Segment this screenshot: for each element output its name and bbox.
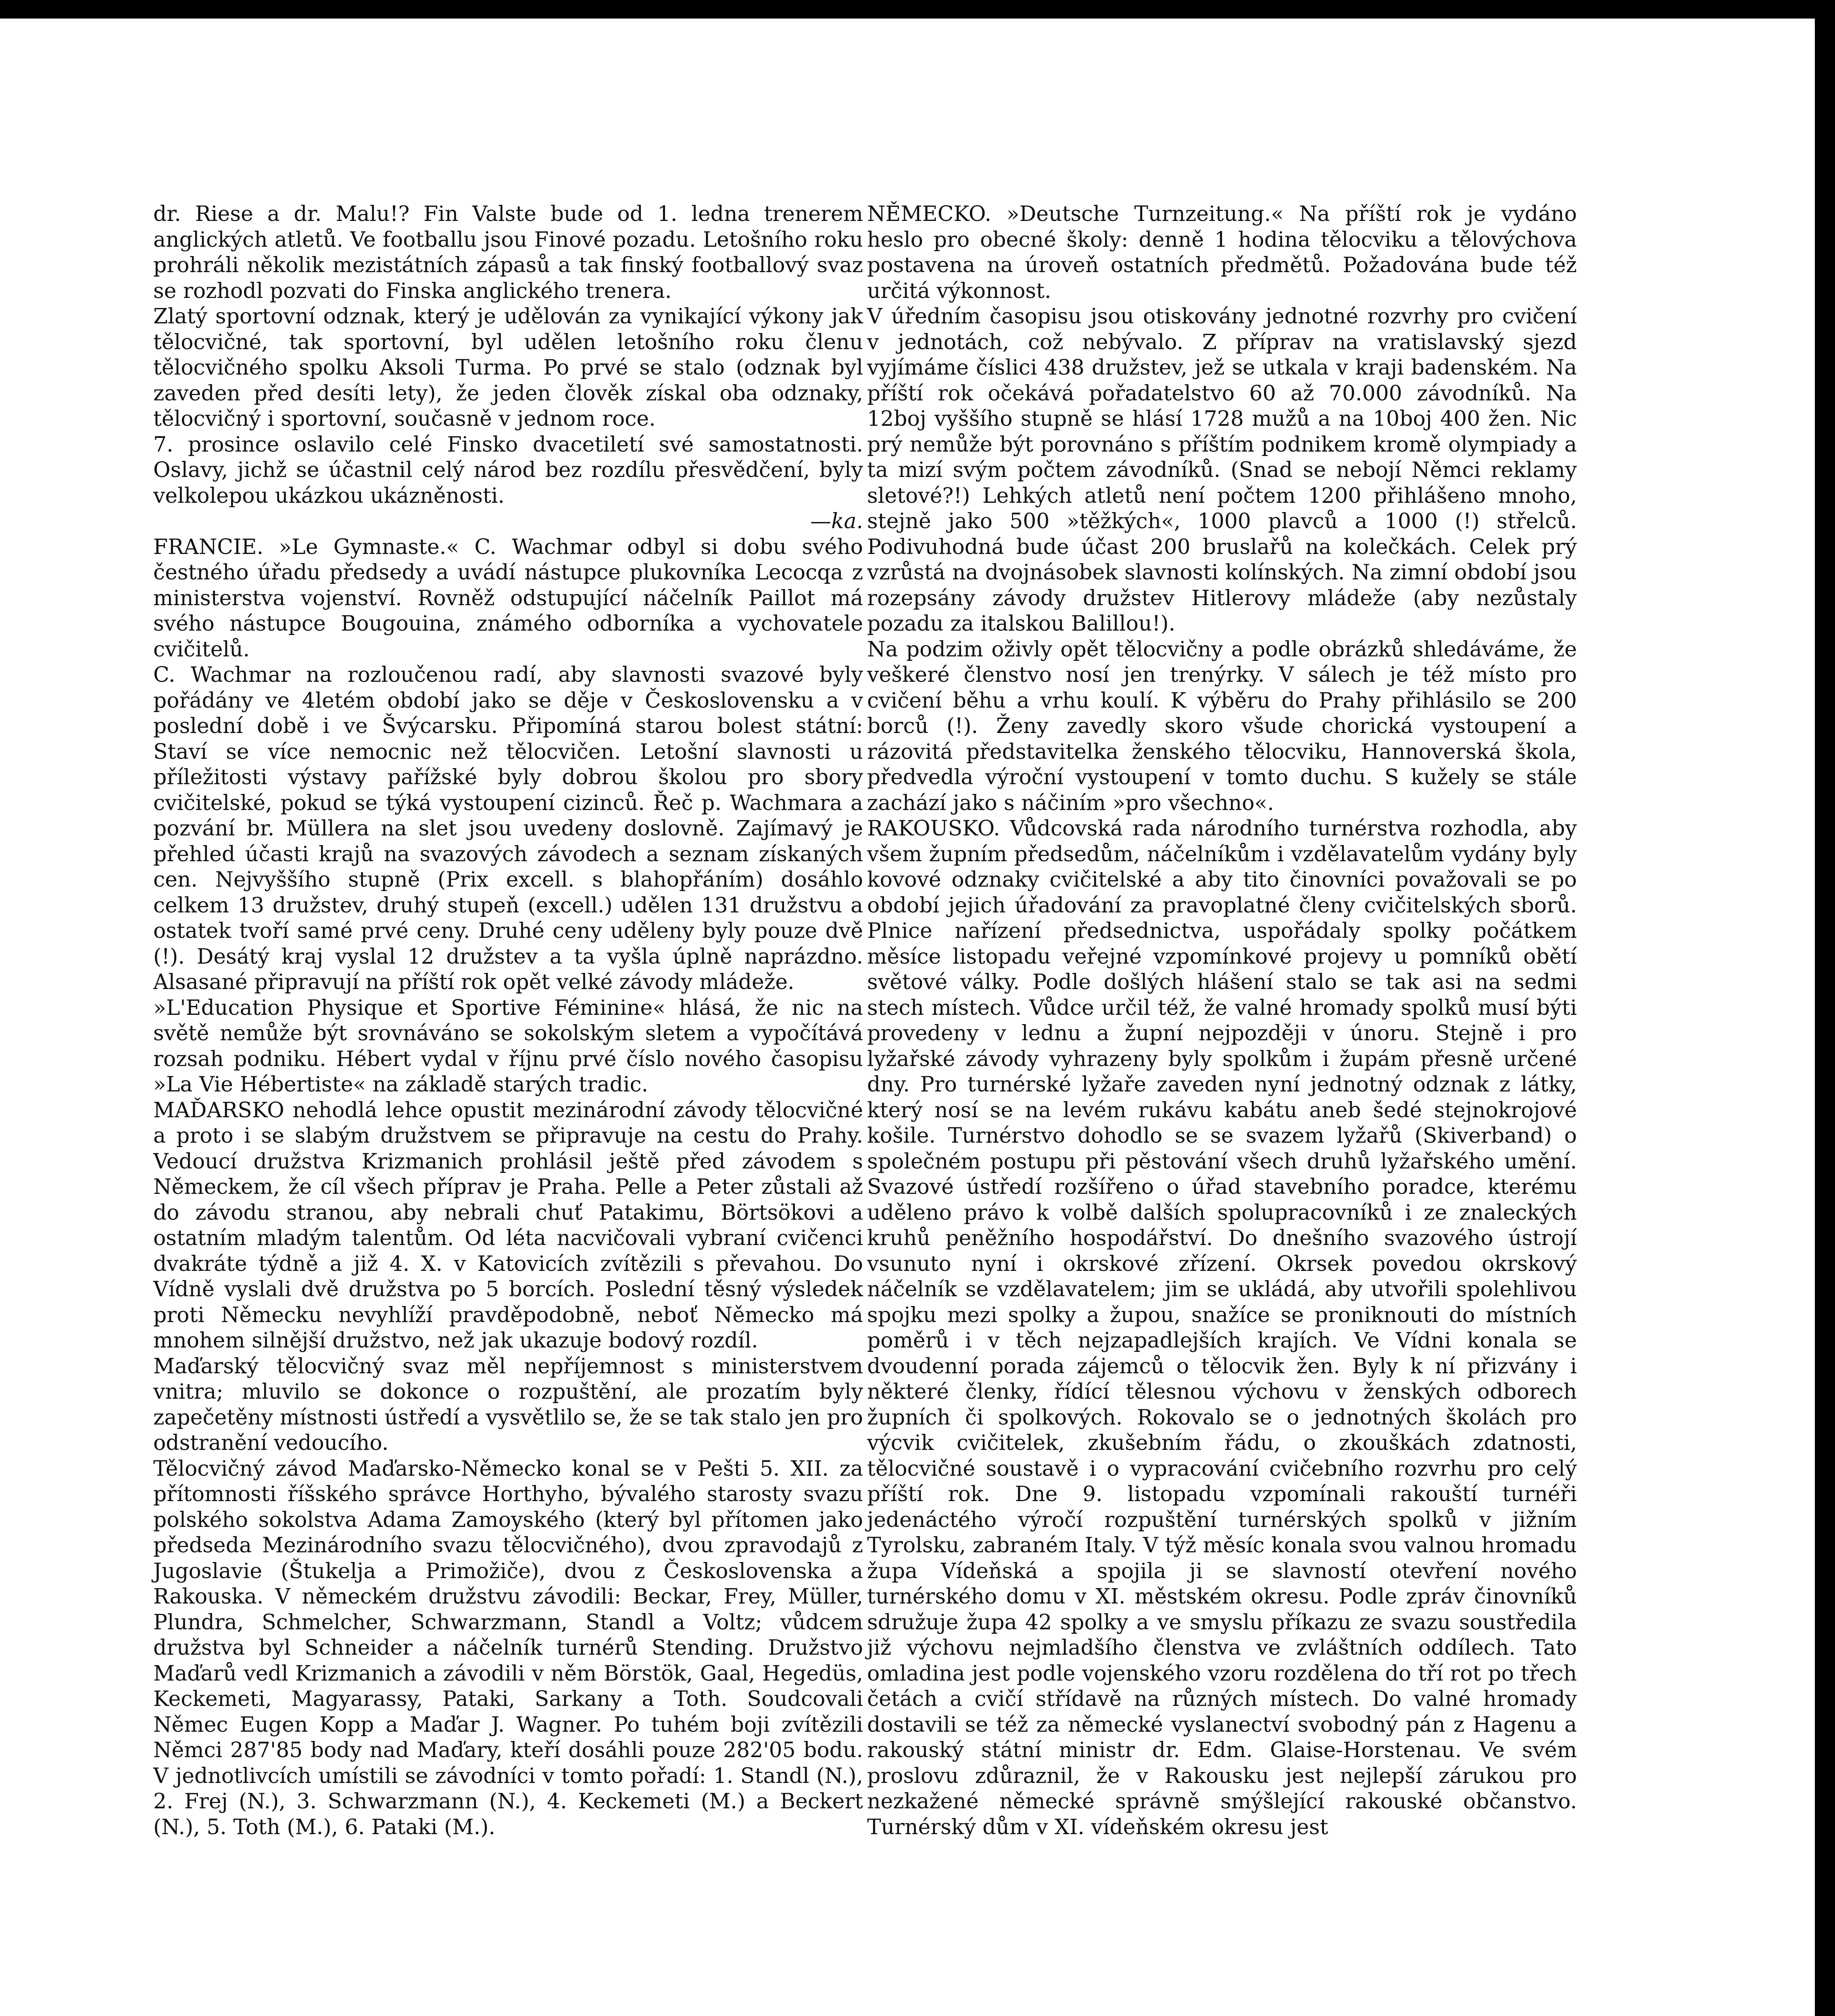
right-column [867,202,1577,1840]
author-signature: —ka. [810,509,863,533]
paragraph-germany-autumn: Na podzim oživly opět tělocvičny a podle obrázků shledáváme, že veškeré členstvo nosí jen trenýrky. V sálech je též místo pro cvičení běhu a vrhu koulí. K výběru do Prahy přihlásilo se 200 borců (!). Ženy zavedly skoro všude chorická vystoupení a rázovitá představitelka ženského tělocviku, Hannoverská škola, předvedla výroční vystoupení v tomto duchu. S kužely se stále zachází jako s náčiním »pro všechno«. [867,637,1577,815]
paragraph-hungary-ministry: Maďarský tělocvičný svaz měl nepříjemnost s ministerstvem vnitra; mluvilo se dokonce o rozpuštění, ale prozatím byly zapečetěny místnosti ústředí a vysvětlilo se, že se tak stalo jen pro odstranění vedoucího. [153,1354,863,1455]
paragraph-hungary: MAĎARSKO nehodlá lehce opustit mezinárodní závody tělocvičné a proto i se slabým družstvem se připravuje na cestu do Prahy. Vedoucí družstva Krizmanich prohlásil ještě před závodem s Německem, že cíl všech příprav je Praha. Pelle a Peter zůstali až do závodu stranou, aby nebrali chuť Patakimu, Börtsökovi a ostatním mladým talentům. Od léta nacvičovali vybraní cvičenci dvakráte týdně a již 4. X. v Katovicích zvítězili s převahou. Do Vídně vyslali dvě družstva po 5 borcích. Poslední těsný výsledek proti Německu nevyhlíží pravděpodobně, neboť Německo má mnohem silnější družstvo, než jak ukazuje bodový rozdíl. [153,1098,863,1353]
paragraph-france-feminine: »L'Education Physique et Sportive Féminine« hlásá, že nic na světě nemůže být srovnáváno se sokolským sletem a vypočítává rozsah podniku. Hébert vydal v říjnu prvé číslo nového časopisu »La Vie Hébertiste« na základě starých tradic. [153,996,863,1097]
paragraph-finland-trainer: dr. Riese a dr. Malu!? Fin Valste bude od 1. ledna trenerem anglických atletů. Ve footballu jsou Finové pozadu. Letošního roku prohráli několik mezistátních zápasů a tak finský footballový svaz se rozhodl pozvati do Finska anglického trenera. [153,202,863,303]
paragraph-finland-independence: 7. prosince oslavilo celé Finsko dvacetiletí své samostatnosti. Oslavy, jichž se účastnil celý národ bez rozdílu přesvědčení, byly velkolepou ukázkou ukázněnosti. [153,432,863,508]
paragraph-finland-badge: Zlatý sportovní odznak, který je udělován za vynikající výkony jak tělocvičné, tak sportovní, byl udělen letošního roku členu tělocvičného spolku Aksoli Turma. Po prvé se stalo (odznak byl zaveden před desíti lety), že jeden člověk získal oba odznaky, tělocvičný i sportovní, současně v jednom roce. [153,304,863,431]
paragraph-germany-turnzeitung: NĚMECKO. »Deutsche Turnzeitung.« Na příští rok je vydáno heslo pro obecné školy: denně 1 hodina tělocviku a tělovýchova postavena na úroveň ostatních předmětů. Požadována bude též určitá výkonnost. [867,202,1577,303]
paragraph-france-gymnaste: FRANCIE. »Le Gymnaste.« C. Wachmar odbyl si dobu svého čestného úřadu předsedy a uvádí nástupce plukovníka Lecocqa z ministerstva vojenství. Rovněž odstupující náčelník Paillot má svého nástupce Bougouina, známého odborníka a vychovatele cvičitelů. [153,535,863,662]
paragraph-france-wachmar: C. Wachmar na rozloučenou radí, aby slavnosti svazové byly pořádány ve 4letém období jako se děje v Československu a v poslední době i ve Švýcarsku. Připomíná starou bolest státní: Staví se více nemocnic než tělocvičen. Letošní slavnosti u příležitosti výstavy pařížské byly dobrou školou pro sbory cvičitelské, pokud se týká vystoupení cizinců. Řeč p. Wachmara a pozvání br. Müllera na slet jsou uvedeny doslovně. Zajímavý je přehled účasti krajů na svazových závodech a seznam získaných cen. Nejvyššího stupně (Prix excell. s blahopřáním) dosáhlo celkem 13 družstev, druhý stupeň (excell.) udělen 131 družstvu a ostatek tvoří samé prvé ceny. Druhé ceny uděleny byly pouze dvě (!). Desátý kraj vyslal 12 družstev a ta vyšla úplně naprázdno. Alsasané připravují na příští rok opět velké závody mládeže. [153,663,863,994]
paragraph-hungary-germany-match: Tělocvičný závod Maďarsko-Německo konal se v Pešti 5. XII. za přítomnosti říšského správce Horthyho, bývalého starosty svazu polského sokolstva Adama Zamoyského (který byl přítomen jako předseda Mezinárodního svazu tělocvičného), dvou zpravodajů z Jugoslavie (Štukelja a Primožiče), dvou z Československa a Rakouska. V německém družstvu závodili: Beckar, Frey, Müller, Plundra, Schmelcher, Schwarzmann, Standl a Voltz; vůdcem družstva byl Schneider a náčelník turnérů Stending. Družstvo Maďarů vedl Krizmanich a závodili v něm Börstök, Gaal, Hegedüs, Keckemeti, Magyarassy, Pataki, Sarkany a Toth. Soudcovali Němec Eugen Kopp a Maďar J. Wagner. Po tuhém boji zvítězili Němci 287'85 body nad Maďary, kteří dosáhli pouze 282'05 bodu. V jednotlivcích umístili se závodníci v tomto pořadí: 1. Standl (N.), 2. Frej (N.), 3. Schwarzmann (N.), 4. Keckemeti (M.) a Beckert (N.), 5. Toth (M.), 6. Pataki (M.). [153,1456,863,1839]
paragraph-germany-schedules: V úředním časopisu jsou otiskovány jednotné rozvrhy pro cvičení v jednotách, což nebývalo. Z příprav na vratislavský sjezd vyjímáme číslici 438 družstev, jež se utkala v kraji badenském. Na příští rok očekává pořadatelstvo 60 až 70.000 závodníků. Na 12boj vyššího stupně se hlásí 1728 mužů a na 10boj 400 žen. Nic prý nemůže být porovnáno s příštím podnikem kromě olympiady a ta mizí svým počtem závodníků. (Snad se nebojí Němci reklamy sletové?!) Lehkých atletů není počtem 1200 přihlášeno mnoho, stejně jako 500 »těžkých«, 1000 plavců a 1000 (!) střelců. Podivuhodná bude účast 200 bruslařů na kolečkách. Celek prý vzrůstá na dvojnásobek slavnosti kolínských. Na zimní období jsou rozepsány závody družstev Hitlerovy mládeže (aby nezůstaly pozadu za italskou Balillou!). [867,304,1577,636]
paragraph-austria: RAKOUSKO. Vůdcovská rada národního turnérstva rozhodla, aby všem župním předsedům, náčelníkům i vzdělavatelům vydány byly kovové odznaky cvičitelské a aby tito činovníci považovali se po období jejich úřadování za pravoplatné členy cvičitelských sborů. Plnice nařízení předsednictva, uspořádaly spolky počátkem měsíce listopadu veřejné vzpomínkové projevy u pomníků obětí světové války. Podle došlých hlášení stalo se tak asi na sedmi stech místech. Vůdce určil též, že valné hromady spolků musí býti provedeny v lednu a župní nejpozději v únoru. Stejně i pro lyžařské závody vyhrazeny byly spolkům i župám přesně určené dny. Pro turnérské lyžaře zaveden nyní jednotný odznak z látky, který nosí se na levém rukávu kabátu aneb šedé stejnokrojové košile. Turnérstvo dohodlo se se svazem lyžařů (Skiverband) o společném postupu při pěstování všech druhů lyžařského umění. Svazové ústředí rozšířeno o úřad stavebního poradce, kterému uděleno právo k volbě dalších spolupracovníků i ze znaleckých kruhů peněžního hospodářství. Do dnešního svazového ústrojí vsunuto nyní i okrskové zřízení. Okrsek povedou okrskový náčelník se vzdělavatelem; jim se ukládá, aby utvořili spolehlivou spojku mezi spolky a župou, snažíce se proniknouti do místních poměrů i v těch nejzapadlejších krajích. Ve Vídni konala se dvoudenní porada zájemců o tělocvik žen. Byly k ní přizvány i některé členky, řídící tělesnou výchovu v ženských odborech župních či spolkových. Rokovalo se o jednotných školách pro výcvik cvičitelek, zkušebním řádu, o zkouškách zdatnosti, tělocvičné soustavě i o vypracování cvičebního rozvrhu pro celý příští rok. Dne 9. listopadu vzpomínali rakouští turnéři jedenáctého výročí rozpuštění turnérských spolků v jižním Tyrolsku, zabraném Italy. V týž měsíc konala svou valnou hromadu župa Vídeňská a spojila ji se slavností otevření nového turnérského domu v XI. městském okresu. Podle zpráv činovníků sdružuje župa 42 spolky a ve smyslu příkazu ze svazu soustředila již výchovu nejmladšího členstva ve zvláštních oddílech. Tato omladina jest podle vojenského vzoru rozdělena do tří rot po třech četách a cvičí střídavě na různých místech. Do valné hromady dostavili se též za německé vyslanectví svobodný pán z Hagenu a rakouský státní ministr dr. Edm. Glaise-Horstenau. Ve svém proslovu zdůraznil, že v Rakousku jest nejlepší zárukou pro nezkažené německé správně smýšlející rakouské občanstvo. Turnérský dům v XI. vídeňském okresu jest [867,816,1577,1839]
right-border [1815,0,1835,2016]
top-border [0,0,1835,19]
left-column [153,202,863,1840]
